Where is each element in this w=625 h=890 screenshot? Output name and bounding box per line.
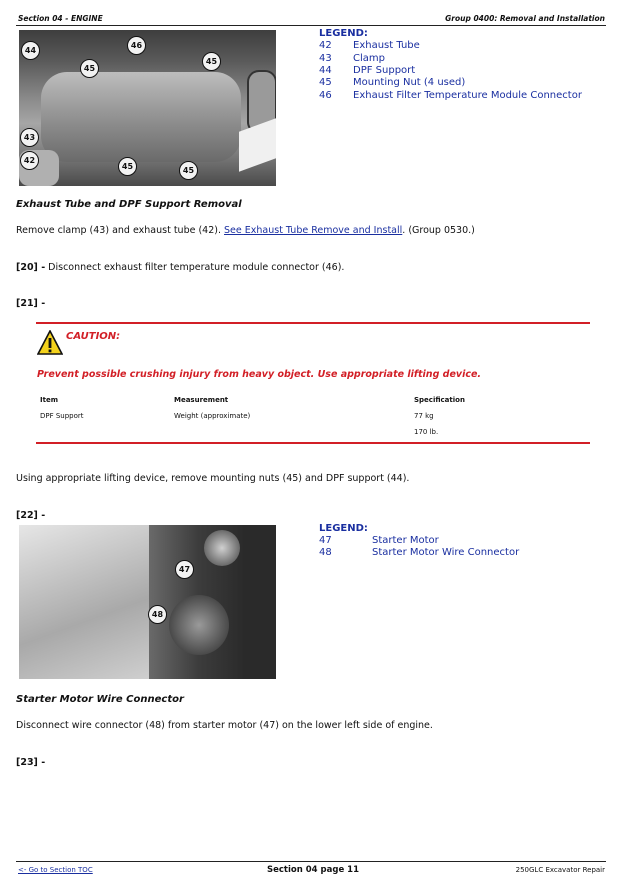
footer-rule: [16, 861, 606, 862]
panel-highlight: [239, 118, 276, 171]
legend-description: Starter Motor Wire Connector: [372, 547, 520, 558]
exhaust-tube-link[interactable]: See Exhaust Tube Remove and Install: [224, 225, 403, 236]
starter-motor-body: [169, 595, 229, 655]
go-to-section-toc-link[interactable]: <- Go to Section TOC: [18, 866, 93, 874]
legend-number: 43: [319, 53, 332, 64]
table-header-item: Item: [40, 396, 58, 404]
callout-45-lower-right: 45: [179, 161, 198, 180]
section-title-exhaust-tube: Exhaust Tube and DPF Support Removal: [16, 199, 242, 210]
dpf-canister: [41, 72, 241, 162]
step-23-label: [23] -: [16, 757, 46, 768]
table-cell-spec-lb: 170 lb.: [414, 428, 439, 436]
callout-48: 48: [148, 605, 167, 624]
paragraph-text: . (Group 0530.): [402, 225, 475, 236]
legend-number: 48: [319, 547, 332, 558]
starter-motor-photo: [19, 525, 276, 679]
step-label: [20] -: [16, 262, 46, 273]
legend-number: 47: [319, 535, 332, 546]
paragraph-remove-clamp: [16, 225, 475, 236]
legend2-item-48: [319, 547, 609, 560]
step-22-label: [22] -: [16, 510, 46, 521]
legend1-title: LEGEND:: [319, 28, 368, 39]
legend-number: 45: [319, 77, 332, 88]
table-header-measurement: Measurement: [174, 396, 229, 404]
callout-42: 42: [20, 151, 39, 170]
callout-45-upper-left: 45: [80, 59, 99, 78]
table-cell-spec-kg: 77 kg: [414, 412, 434, 420]
legend1-item-42: [319, 40, 609, 53]
frame-edge: [244, 525, 276, 679]
legend-description: DPF Support: [353, 65, 416, 76]
footer-manual-title: 250GLC Excavator Repair: [515, 866, 605, 874]
header-section: Section 04 - ENGINE: [18, 14, 103, 23]
legend-description: Exhaust Filter Temperature Module Connector: [353, 90, 582, 101]
callout-45-upper-right: 45: [202, 52, 221, 71]
legend-number: 44: [319, 65, 332, 76]
table-header-specification: Specification: [414, 396, 465, 404]
paragraph-text: Remove clamp (43) and exhaust tube (42).: [16, 225, 225, 236]
table-cell-measurement: Weight (approximate): [174, 412, 251, 420]
legend2-title: LEGEND:: [319, 523, 368, 534]
callout-43: 43: [20, 128, 39, 147]
legend1-item-45: [319, 77, 609, 90]
legend-description: Exhaust Tube: [353, 40, 420, 51]
table-cell-item: DPF Support: [40, 412, 84, 420]
dpf-photo: [19, 30, 276, 186]
legend1-item-46: [319, 90, 609, 103]
section-title-starter-connector: Starter Motor Wire Connector: [16, 694, 184, 705]
header-group: Group 0400: Removal and Installation: [445, 14, 605, 23]
caution-text: Prevent possible crushing injury from heavy object. Use appropriate lifting device.: [37, 369, 482, 380]
legend-description: Starter Motor: [372, 535, 439, 546]
legend-description: Clamp: [353, 53, 385, 64]
legend-number: 42: [319, 40, 332, 51]
engine-block: [19, 525, 149, 679]
footer-page-number: Section 04 page 11: [267, 865, 359, 875]
callout-47: 47: [175, 560, 194, 579]
paragraph-disconnect-connector: Disconnect wire connector (48) from starter motor (47) on the lower left side of engine.: [16, 720, 433, 731]
legend-description: Mounting Nut (4 used): [353, 77, 466, 88]
step-20: [16, 262, 344, 273]
starter-fitting: [204, 530, 240, 566]
callout-46: 46: [127, 36, 146, 55]
warning-triangle-icon: [37, 330, 63, 356]
legend-number: 46: [319, 90, 332, 101]
caution-top-rule: [36, 322, 590, 324]
step-text: Disconnect exhaust filter temperature module connector (46).: [45, 262, 345, 273]
caution-title: CAUTION:: [66, 331, 121, 342]
header-rule: [16, 25, 606, 26]
caution-bottom-rule: [36, 442, 590, 444]
callout-45-lower-left: 45: [118, 157, 137, 176]
paragraph-lifting: Using appropriate lifting device, remove mounting nuts (45) and DPF support (44).: [16, 473, 410, 484]
callout-44: 44: [21, 41, 40, 60]
step-21-label: [21] -: [16, 298, 46, 309]
